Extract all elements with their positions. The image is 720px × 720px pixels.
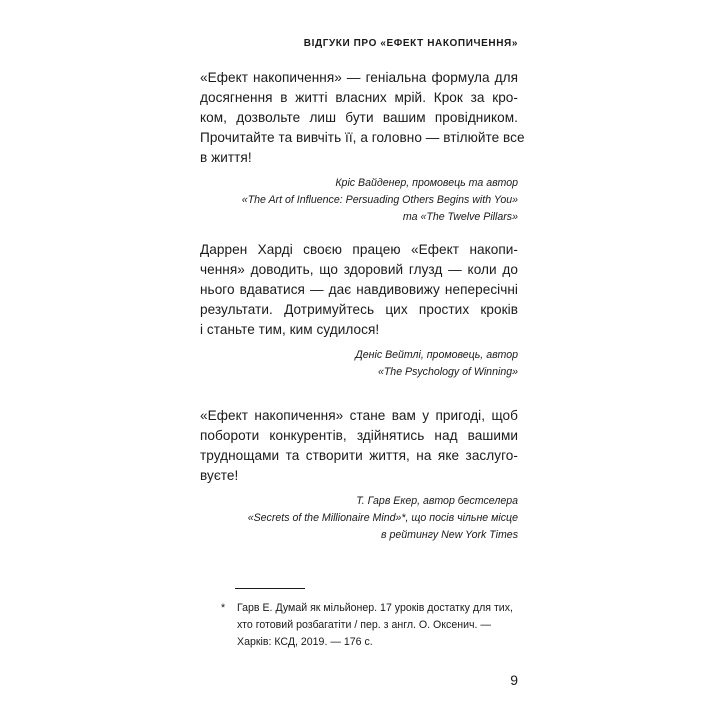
quote-text [200,240,518,340]
attribution-line: «The Art of Influence: Persuading Others Begins with You» [241,194,518,206]
quote-line: ком, дозвольте лиш бути вашим провідником. [200,110,518,125]
quote-line: результати. Дотримуйтесь цих простих кроків [200,302,518,317]
review-quote-3 [200,406,518,544]
quote-line: Даррен Харді своєю працею «Ефект накопи- [200,242,518,257]
quote-attribution [200,347,518,381]
review-quote-2 [200,240,518,381]
attribution-line: Т. Гарв Екер, автор бестселера [356,495,518,507]
quote-line: і станьте тим, ким судилося! [200,322,380,337]
quote-line: чення» доводить, що здоровий глузд — коли до [200,262,518,277]
attribution-line: в рейтингу New York Times [381,529,518,541]
quote-line: вуєте! [200,468,239,483]
quote-line: труднощами та створити життя, на яке заслуго- [200,448,518,463]
footnote-line: Харків: КСД, 2019. — 176 с. [237,636,373,648]
quote-line: в життя! [200,150,252,165]
footnote [200,600,518,651]
running-header: ВІДГУКИ ПРО «ЕФЕКТ НАКОПИЧЕННЯ» [303,38,518,49]
quote-line: досягнення в житті власних мрій. Крок за кро- [200,90,518,105]
footnote-line: хто готовий розбагатіти / пер. з англ. О. Оксенич. — [237,619,492,631]
attribution-line: Кріс Вайденер, промовець та автор [335,177,518,189]
quote-line: «Ефект накопичення» — геніальна формула для [200,70,518,85]
quote-line: «Ефект накопичення» стане вам у пригоді, щоб [200,408,518,423]
footnote-text [237,600,518,651]
review-quote-1 [200,68,525,226]
quote-attribution [200,175,518,226]
quote-line: побороти конкурентів, здійнятись над вашими [200,428,518,443]
attribution-line: «Secrets of the Millionaire Mind»*, що посів чільне місце [247,512,518,524]
page-number: 9 [510,672,518,688]
attribution-line: «The Psychology of Winning» [377,366,518,378]
attribution-line: Деніс Вейтлі, промовець, автор [355,349,518,361]
attribution-line: та «The Twelve Pillars» [402,211,518,223]
footnote-line: Гарв Е. Думай як мільйонер. 17 уроків достатку для тих, [237,602,513,614]
quote-text [200,68,525,168]
footnote-divider [235,588,305,589]
quote-attribution [200,493,518,544]
footnote-mark: * [221,602,226,614]
quote-line: нього вдаватися — дає навдивовижу непересічні [200,282,518,297]
quote-line: Прочитайте та вивчіть її, а головно — втілюйте все [200,130,525,145]
quote-text [200,406,518,486]
